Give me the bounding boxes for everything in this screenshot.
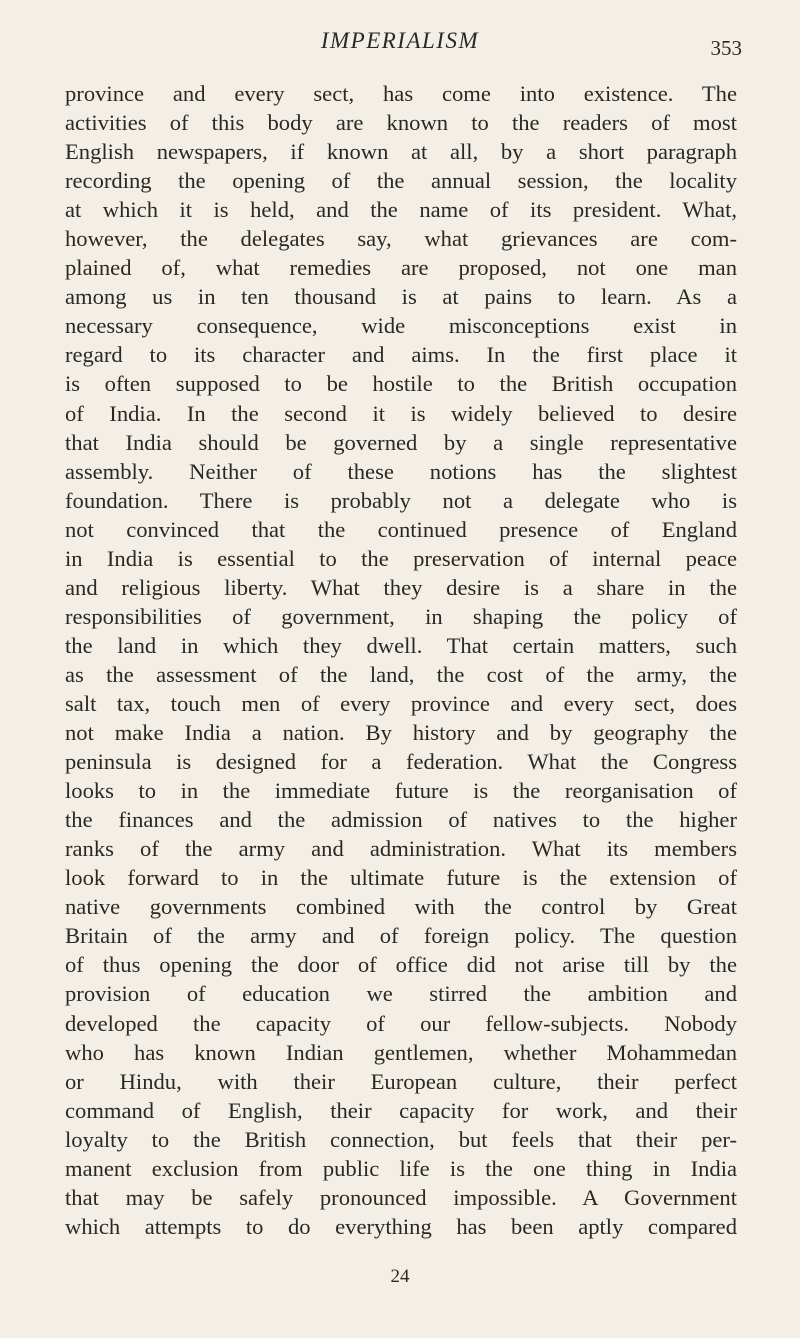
text-line: foundation. There is probably not a delegate who is	[65, 487, 737, 513]
text-line: not convinced that the continued presence of England	[65, 516, 737, 542]
text-line: the land in which they dwell. That certain matters, such	[65, 632, 737, 658]
text-line: provision of education we stirred the ambition and	[65, 981, 737, 1007]
text-line: at which it is held, and the name of its president. What,	[65, 197, 737, 223]
text-line: as the assessment of the land, the cost of the army, the	[65, 661, 737, 687]
text-line: that may be safely pronounced impossible. A Government	[65, 1184, 737, 1210]
text-line: among us in ten thousand is at pains to learn. As a	[65, 284, 737, 310]
text-line: manent exclusion from public life is the one thing in India	[65, 1155, 737, 1181]
text-line: look forward to in the ultimate future is the extension of	[65, 865, 737, 891]
text-line: which attempts to do everything has been aptly compared	[65, 1213, 737, 1239]
text-line: Britain of the army and of foreign policy. The question	[65, 923, 737, 949]
text-line: province and every sect, has come into existence. The	[65, 81, 737, 106]
text-line: of India. In the second it is widely believed to desire	[65, 400, 737, 426]
text-line: native governments combined with the control by Great	[65, 894, 737, 920]
text-line: not make India a nation. By history and by geography the	[65, 720, 737, 746]
text-line: responsibilities of government, in shaping the policy of	[65, 603, 737, 629]
text-line: necessary consequence, wide misconceptions exist in	[65, 313, 737, 339]
text-line: activities of this body are known to the readers of most	[65, 110, 737, 136]
text-line: command of English, their capacity for work, and their	[65, 1097, 737, 1123]
page-number: 353	[710, 36, 742, 60]
text-line: the finances and the admission of natives to the higher	[65, 807, 737, 833]
text-line: assembly. Neither of these notions has the slightest	[65, 458, 737, 484]
page-header	[0, 28, 800, 68]
text-line: salt tax, touch men of every province and every sect, does	[65, 690, 737, 716]
text-line: developed the capacity of our fellow-subjects. Nobody	[65, 1010, 737, 1036]
text-line: English newspapers, if known at all, by a short paragraph	[65, 139, 737, 165]
signature-mark: 24	[390, 1266, 410, 1287]
text-line: recording the opening of the annual session, the locality	[65, 168, 737, 194]
text-line: peninsula is designed for a federation. What the Congress	[65, 749, 737, 775]
text-line: ranks of the army and administration. What its members	[65, 836, 737, 862]
text-line: and religious liberty. What they desire is a share in the	[65, 574, 737, 600]
text-line: plained of, what remedies are proposed, not one man	[65, 255, 737, 281]
text-line: or Hindu, with their European culture, their perfect	[65, 1068, 737, 1094]
body-text	[65, 79, 737, 1241]
text-line: loyalty to the British connection, but feels that their per-	[65, 1126, 737, 1152]
text-line: who has known Indian gentlemen, whether Mohammedan	[65, 1039, 737, 1065]
text-line: looks to in the immediate future is the reorganisation of	[65, 778, 737, 804]
text-line: regard to its character and aims. In the first place it	[65, 342, 737, 368]
text-line: is often supposed to be hostile to the British occupation	[65, 371, 737, 397]
running-head: IMPERIALISM	[320, 28, 480, 53]
text-line: however, the delegates say, what grievances are com-	[65, 226, 737, 252]
text-line: of thus opening the door of office did not arise till by the	[65, 952, 737, 978]
text-line: that India should be governed by a single representative	[65, 429, 737, 455]
text-line: in India is essential to the preservation of internal peace	[65, 545, 737, 571]
